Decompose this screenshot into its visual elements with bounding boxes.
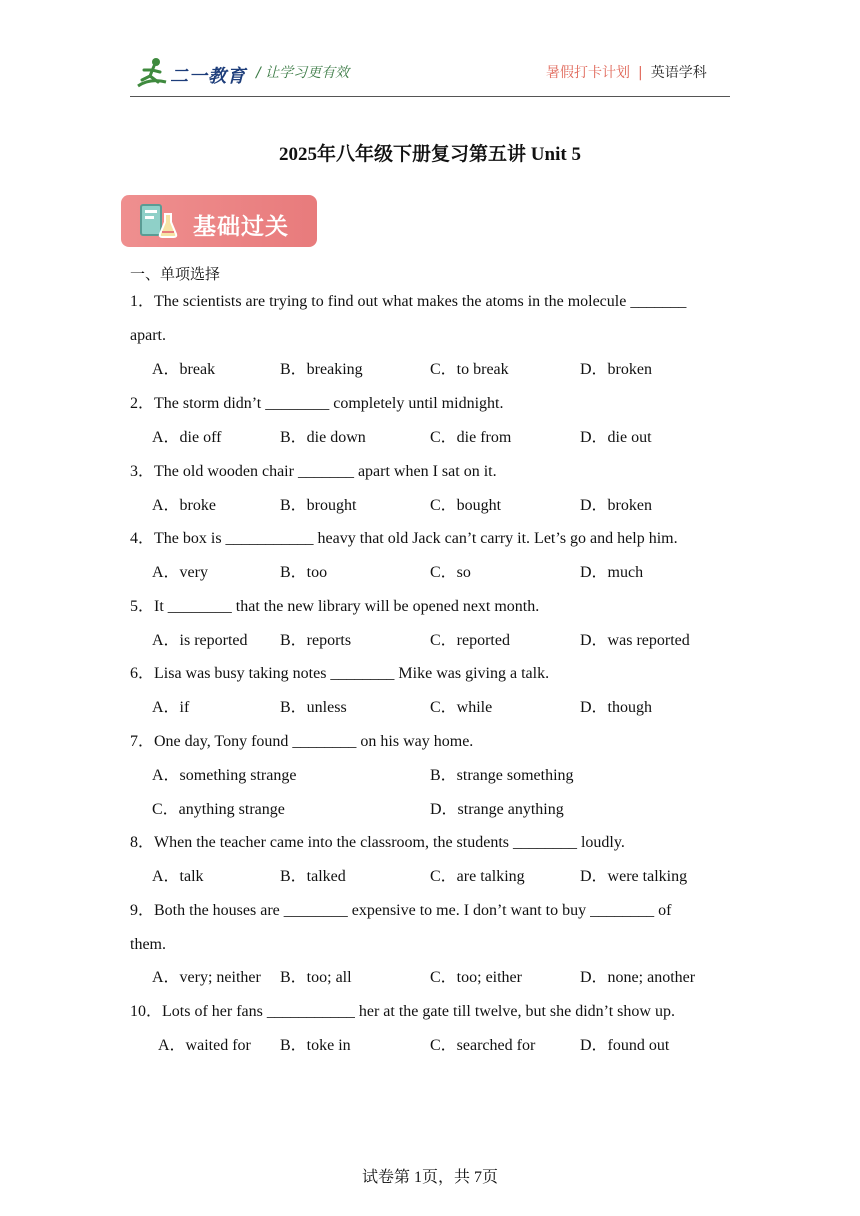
option-d: D．broken <box>580 497 652 514</box>
option-c: C．to break <box>430 361 509 378</box>
banner-label: 基础过关 <box>193 214 289 240</box>
option-a: A．broke <box>152 497 216 514</box>
header-separator: | <box>638 65 643 81</box>
header-plan: 暑假打卡计划 <box>546 65 630 81</box>
option-b: B．too <box>280 564 328 581</box>
option-d: D．found out <box>580 1037 670 1054</box>
option-d: D．strange anything <box>430 801 564 818</box>
question-stem: 1．The scientists are trying to find out what makes the atoms in the molecule _______ <box>130 293 687 310</box>
option-b: B．reports <box>280 632 352 649</box>
option-b: B．breaking <box>280 361 363 378</box>
option-a: A．very <box>152 564 208 581</box>
option-c: C．are talking <box>430 868 525 885</box>
option-b: B．talked <box>280 868 346 885</box>
option-c: C．die from <box>430 429 512 446</box>
question-stem: 5．It ________ that the new library will be opened next month. <box>130 598 540 615</box>
book-flask-icon <box>138 202 178 240</box>
option-c: C．while <box>430 699 493 716</box>
option-b: B．unless <box>280 699 347 716</box>
question-stem: 10．Lots of her fans ___________ her at the gate till twelve, but she didn’t show up. <box>130 1003 675 1020</box>
question-stem: 8．When the teacher came into the classroom, the students ________ loudly. <box>130 834 625 851</box>
option-d: D．die out <box>580 429 652 446</box>
logo-text: 二一教育 <box>170 66 246 87</box>
page-title: 2025年八年级下册复习第五讲 Unit 5 <box>279 144 581 165</box>
option-c: C．so <box>430 564 471 581</box>
question-stem: 7．One day, Tony found ________ on his way home. <box>130 733 474 750</box>
option-d: D．broken <box>580 361 652 378</box>
option-c: C．too; either <box>430 969 522 986</box>
option-c: C．bought <box>430 497 502 514</box>
question-stem-cont: apart. <box>130 327 166 344</box>
option-a: A．talk <box>152 868 204 885</box>
option-d: D．none; another <box>580 969 696 986</box>
option-a: A．waited for <box>158 1037 251 1054</box>
header-divider <box>130 96 730 97</box>
option-d: D．was reported <box>580 632 690 649</box>
option-b: B．brought <box>280 497 357 514</box>
option-b: B．too; all <box>280 969 352 986</box>
question-stem-cont: them. <box>130 936 166 953</box>
option-d: D．were talking <box>580 868 688 885</box>
slogan: / 让学习更有效 <box>256 65 350 81</box>
option-d: D．though <box>580 699 653 716</box>
header-right <box>546 62 707 82</box>
option-a: A．is reported <box>152 632 248 649</box>
section-title: 一、单项选择 <box>130 265 221 283</box>
question-stem: 9．Both the houses are ________ expensive to me. I don’t want to buy ________ of <box>130 902 672 919</box>
option-a: A．if <box>152 699 190 716</box>
option-d: D．much <box>580 564 644 581</box>
option-a: A．something strange <box>152 767 297 784</box>
option-b: B．die down <box>280 429 366 446</box>
question-stem: 2．The storm didn’t ________ completely until midnight. <box>130 395 504 412</box>
header-subject: 英语学科 <box>650 65 707 81</box>
option-c: C．anything strange <box>152 801 285 818</box>
option-b: B．strange something <box>430 767 574 784</box>
option-c: C．reported <box>430 632 510 649</box>
option-b: B．toke in <box>280 1037 351 1054</box>
option-a: A．die off <box>152 429 222 446</box>
question-stem: 3．The old wooden chair _______ apart when I sat on it. <box>130 463 497 480</box>
option-c: C．searched for <box>430 1037 536 1054</box>
question-stem: 6．Lisa was busy taking notes ________ Mike was giving a talk. <box>130 665 550 682</box>
option-a: A．very; neither <box>152 969 261 986</box>
page-footer: 试卷第 1页，共 7页 <box>361 1169 498 1186</box>
option-a: A．break <box>152 361 216 378</box>
question-stem: 4．The box is ___________ heavy that old Jack can’t carry it. Let’s go and help him. <box>130 530 678 547</box>
